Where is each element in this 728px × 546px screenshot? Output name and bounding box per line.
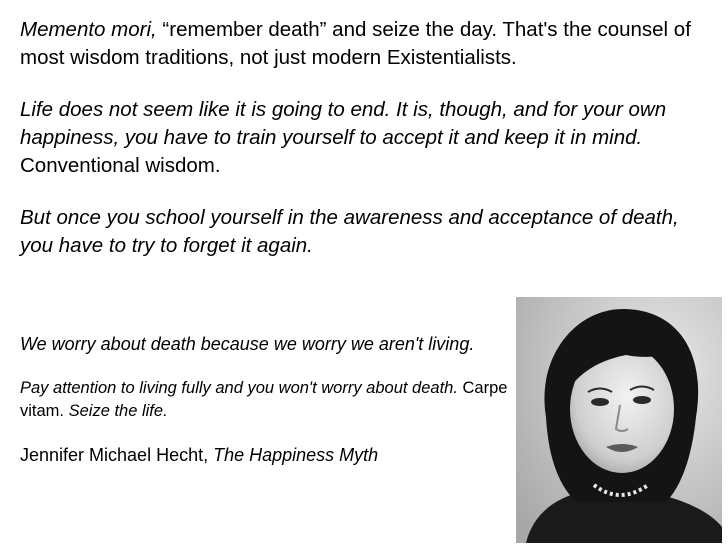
quote-block-bottom <box>20 332 510 467</box>
forget-death-italic: But once you school yourself in the awareness and acceptance of death, you have to try to forget it again. <box>20 206 679 257</box>
carpe-vitam-latin: Carpe vitam. <box>20 379 508 420</box>
conventional-wisdom-label: Conventional wisdom. <box>20 154 221 177</box>
quote-block-top <box>20 16 710 284</box>
carpe-vitam-italic: Pay attention to living fully and you won't worry about death. <box>20 379 458 397</box>
worry-living-italic: We worry about death because we worry we aren't living. <box>20 334 475 354</box>
citation-book-title: The Happiness Myth <box>213 445 379 465</box>
quote-forget-death <box>20 204 710 260</box>
citation <box>20 443 510 467</box>
quote-conventional-wisdom <box>20 96 710 180</box>
conventional-wisdom-italic: Life does not seem like it is going to end. It is, though, and for your own happiness, you have to train yourself to accept it and keep it in mind. <box>20 98 667 149</box>
author-portrait-icon <box>516 297 722 543</box>
quote-worry-living <box>20 332 510 357</box>
quote-memento-mori <box>20 16 710 72</box>
memento-mori-text: “remember death” and seize the day. That's the counsel of most wisdom traditions, not just modern Existentialists. <box>20 18 691 69</box>
author-photo <box>516 297 722 543</box>
seize-life-italic: Seize the life. <box>68 402 168 420</box>
quote-carpe-vitam <box>20 377 510 423</box>
latin-phrase: Memento mori, <box>20 18 157 41</box>
citation-author: Jennifer Michael Hecht, <box>20 445 214 465</box>
